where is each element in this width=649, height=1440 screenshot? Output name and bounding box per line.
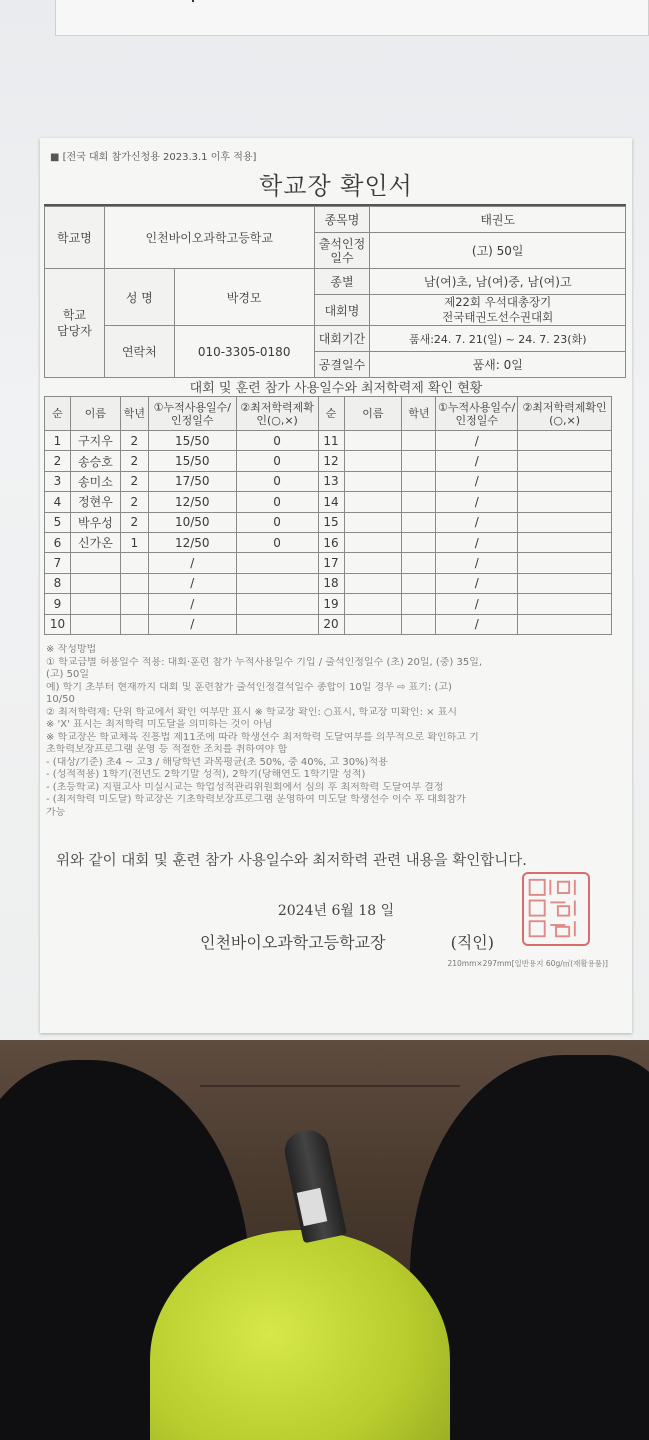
cell-left-no: 1 bbox=[45, 431, 71, 451]
principal-title: 인천바이오과학고등학교장 bbox=[200, 933, 386, 952]
name-label: 성 명 bbox=[104, 269, 174, 326]
cell-left-grade: 2 bbox=[120, 512, 148, 532]
cell-left-grade bbox=[120, 594, 148, 614]
note-line: - (초등학교) 지필고사 미실시교는 학업성적관리위원회에서 심의 후 최저학력 도달여부 결정 bbox=[46, 781, 444, 793]
cell-left-no: 2 bbox=[45, 451, 71, 471]
event-value: 태권도 bbox=[370, 207, 626, 233]
cell-right-grade bbox=[402, 492, 436, 512]
cell-right-days: / bbox=[436, 471, 518, 491]
cell-right-no: 16 bbox=[318, 532, 344, 552]
cell-right-min-academic bbox=[518, 594, 612, 614]
cell-left-min-academic: 0 bbox=[236, 532, 318, 552]
cell-left-min-academic bbox=[236, 614, 318, 634]
cell-right-name bbox=[344, 512, 402, 532]
table-row bbox=[45, 573, 612, 593]
table-row bbox=[45, 614, 612, 634]
contact-value: 010-3305-0180 bbox=[174, 326, 314, 378]
header-no-right: 순 bbox=[318, 397, 344, 431]
cell-left-days: 10/50 bbox=[148, 512, 236, 532]
cell-left-min-academic bbox=[236, 553, 318, 573]
cell-left-name: 박우성 bbox=[70, 512, 120, 532]
event-label: 종목명 bbox=[314, 207, 370, 233]
cell-right-days: / bbox=[436, 431, 518, 451]
cell-left-no: 10 bbox=[45, 614, 71, 634]
cell-right-grade bbox=[402, 471, 436, 491]
issue-date: 2024년 6월 18 일 bbox=[277, 903, 395, 919]
cell-left-grade bbox=[120, 614, 148, 634]
cell-right-no: 12 bbox=[318, 451, 344, 471]
cell-left-min-academic bbox=[236, 573, 318, 593]
table-row bbox=[45, 512, 612, 532]
cell-right-days: / bbox=[436, 573, 518, 593]
cell-right-days: / bbox=[436, 512, 518, 532]
cell-left-grade: 1 bbox=[120, 532, 148, 552]
cell-right-name bbox=[344, 451, 402, 471]
cell-left-no: 7 bbox=[45, 553, 71, 573]
document-paper bbox=[40, 138, 632, 1033]
note-line: 예) 학기 초부터 현재까지 대회 및 훈련참가 출석인정결석일수 총합이 10일 경우 ⇨ 표기: (고) bbox=[46, 681, 452, 693]
cell-right-days: / bbox=[436, 594, 518, 614]
cell-right-name bbox=[344, 532, 402, 552]
cell-left-no: 5 bbox=[45, 512, 71, 532]
period-value: 품새:24. 7. 21(일) ~ 24. 7. 23(화) bbox=[370, 326, 626, 352]
cell-right-grade bbox=[402, 431, 436, 451]
header-days-right: ①누적사용일수/인정일수 bbox=[436, 397, 518, 431]
cell-left-name: 송미소 bbox=[70, 471, 120, 491]
cell-right-grade bbox=[402, 532, 436, 552]
note-line: - (최저학력 미도달) 학교장은 기초학력보장프로그램 운영하여 미도달 학생선수 이수 후 대회참가 bbox=[46, 794, 466, 805]
cell-right-min-academic bbox=[518, 573, 612, 593]
cell-left-name: 구지우 bbox=[70, 431, 120, 451]
category-value: 남(여)초, 남(여)중, 남(여)고 bbox=[370, 269, 626, 295]
school-label: 학교명 bbox=[45, 207, 105, 269]
table-row bbox=[45, 553, 612, 573]
cell-right-name bbox=[344, 492, 402, 512]
cell-left-no: 8 bbox=[45, 573, 71, 593]
cell-left-days: 15/50 bbox=[148, 431, 236, 451]
header-note: ■ [전국 대회 참가신청용 2023.3.1 이후 적용] bbox=[50, 152, 257, 163]
note-line: ① 학교급별 허용일수 적용: 대회·훈련 참가 누적사용일수 기입 / 출석인정일수 (초) 20일, (중) 35일, bbox=[46, 656, 483, 668]
cell-left-name bbox=[70, 553, 120, 573]
note-line: 초학력보장프로그램 운영 등 적절한 조치를 취하여야 함 bbox=[46, 744, 288, 755]
table-row bbox=[45, 431, 612, 451]
cell-left-name: 신가온 bbox=[70, 532, 120, 552]
cell-right-name bbox=[344, 431, 402, 451]
cell-right-grade bbox=[402, 512, 436, 532]
cell-left-min-academic: 0 bbox=[236, 431, 318, 451]
note-line: 가능 bbox=[46, 806, 66, 818]
cell-right-min-academic bbox=[518, 471, 612, 491]
confirmation-statement: 위와 같이 대회 및 훈련 참가 사용일수와 최저학력 관련 내용을 확인합니다. bbox=[56, 853, 527, 869]
header-min-academic: ②최저학력제확인(○,×) bbox=[236, 397, 318, 431]
note-line: ② 최저학력제: 단위 학교에서 확인 여부만 표시 ※ 학교장 확인: ○표시, 학교장 미확인: × 표시 bbox=[46, 706, 458, 718]
cell-left-name bbox=[70, 614, 120, 634]
table-row bbox=[45, 451, 612, 471]
cell-left-days: / bbox=[148, 573, 236, 593]
note-line: - (성적적용) 1학기(전년도 2학기말 성적), 2학기(당해연도 1학기말 성적) bbox=[46, 769, 366, 780]
cell-right-min-academic bbox=[518, 451, 612, 471]
cell-left-name bbox=[70, 594, 120, 614]
table-row bbox=[45, 492, 612, 512]
cell-left-days: 12/50 bbox=[148, 532, 236, 552]
table-row bbox=[45, 471, 612, 491]
cell-left-no: 4 bbox=[45, 492, 71, 512]
cell-left-days: 12/50 bbox=[148, 492, 236, 512]
cell-right-no: 11 bbox=[318, 431, 344, 451]
cell-right-no: 19 bbox=[318, 594, 344, 614]
previous-sheet-edge bbox=[55, 0, 649, 36]
cell-left-no: 9 bbox=[45, 594, 71, 614]
header-min-academic-right: ②최저학력제확인(○,×) bbox=[518, 397, 612, 431]
attendance-label: 출석인정일수 bbox=[314, 233, 370, 269]
cell-right-grade bbox=[402, 614, 436, 634]
header-name-right: 이름 bbox=[344, 397, 402, 431]
cell-right-no: 14 bbox=[318, 492, 344, 512]
cell-right-name bbox=[344, 614, 402, 634]
cell-right-no: 15 bbox=[318, 512, 344, 532]
cell-right-name bbox=[344, 573, 402, 593]
section-title: 대회 및 훈련 참가 사용일수와 최저학력제 확인 현황 bbox=[189, 381, 483, 396]
header-days: ①누적사용일수/인정일수 bbox=[148, 397, 236, 431]
cell-right-name bbox=[344, 553, 402, 573]
info-table bbox=[44, 206, 626, 378]
cell-right-min-academic bbox=[518, 553, 612, 573]
attendance-value: (고) 50일 bbox=[370, 233, 626, 269]
competition-value: 제22회 우석대총장기 전국태권도선수권대회 bbox=[370, 295, 626, 326]
absence-value: 품새: 0일 bbox=[370, 352, 626, 378]
school-name: 인천바이오과학고등학교 bbox=[104, 207, 314, 269]
cell-right-grade bbox=[402, 451, 436, 471]
cell-right-no: 13 bbox=[318, 471, 344, 491]
note-line: ※ 'X' 표시는 최저학력 미도달을 의미하는 것이 아님 bbox=[46, 719, 273, 730]
writing-instructions bbox=[46, 644, 626, 819]
category-label: 종별 bbox=[314, 269, 370, 295]
table-row bbox=[45, 594, 612, 614]
cell-left-grade bbox=[120, 553, 148, 573]
cell-left-grade bbox=[120, 573, 148, 593]
cell-right-days: / bbox=[436, 451, 518, 471]
cell-left-name bbox=[70, 573, 120, 593]
cell-left-days: / bbox=[148, 594, 236, 614]
cell-right-no: 17 bbox=[318, 553, 344, 573]
document-title: 학교장 확인서 bbox=[259, 172, 413, 200]
cell-left-grade: 2 bbox=[120, 492, 148, 512]
cell-left-min-academic: 0 bbox=[236, 451, 318, 471]
cell-right-no: 18 bbox=[318, 573, 344, 593]
cell-right-days: / bbox=[436, 532, 518, 552]
cell-right-grade bbox=[402, 553, 436, 573]
principal-signature-line bbox=[200, 930, 494, 953]
name-value: 박경모 bbox=[174, 269, 314, 326]
cell-right-min-academic bbox=[518, 431, 612, 451]
cell-right-min-academic bbox=[518, 492, 612, 512]
cell-right-grade bbox=[402, 573, 436, 593]
note-line: ※ 작성방법 bbox=[46, 644, 97, 655]
cell-left-grade: 2 bbox=[120, 451, 148, 471]
official-seal bbox=[522, 872, 590, 946]
cell-right-min-academic bbox=[518, 512, 612, 532]
cell-right-days: / bbox=[436, 492, 518, 512]
cell-right-min-academic bbox=[518, 532, 612, 552]
cell-right-days: / bbox=[436, 553, 518, 573]
competition-label: 대회명 bbox=[314, 295, 370, 326]
absence-label: 공결일수 bbox=[314, 352, 370, 378]
header-grade-right: 학년 bbox=[402, 397, 436, 431]
cell-left-days: / bbox=[148, 553, 236, 573]
cell-right-min-academic bbox=[518, 614, 612, 634]
note-line: (고) 50일 bbox=[46, 669, 90, 680]
official-seal-graphic bbox=[524, 874, 588, 944]
cell-left-min-academic: 0 bbox=[236, 471, 318, 491]
cell-left-name: 정현우 bbox=[70, 492, 120, 512]
cell-left-grade: 2 bbox=[120, 471, 148, 491]
header-no: 순 bbox=[45, 397, 71, 431]
cell-left-min-academic: 0 bbox=[236, 492, 318, 512]
teacher-label: 학교 담당자 bbox=[45, 269, 105, 378]
cell-left-days: 17/50 bbox=[148, 471, 236, 491]
header-grade: 학년 bbox=[120, 397, 148, 431]
note-line: ※ 학교장은 학교체육 진흥법 제11조에 따라 학생선수 최저학력 도달여부를 의무적으로 확인하고 기 bbox=[46, 731, 479, 743]
note-line: - (대상/기준) 초4 ~ 고3 / 해당학년 과목평균(초 50%, 중 40%, 고 30%)적용 bbox=[46, 756, 388, 768]
cell-right-name bbox=[344, 594, 402, 614]
cell-left-name: 송승호 bbox=[70, 451, 120, 471]
cell-left-grade: 2 bbox=[120, 431, 148, 451]
seal-label: (직인) bbox=[450, 933, 494, 952]
cell-left-days: / bbox=[148, 614, 236, 634]
period-label: 대회기간 bbox=[314, 326, 370, 352]
cell-left-no: 3 bbox=[45, 471, 71, 491]
cell-right-grade bbox=[402, 594, 436, 614]
table-row bbox=[45, 532, 612, 552]
cell-right-name bbox=[344, 471, 402, 491]
cell-right-no: 20 bbox=[318, 614, 344, 634]
cell-left-days: 15/50 bbox=[148, 451, 236, 471]
header-name: 이름 bbox=[70, 397, 120, 431]
cell-left-min-academic: 0 bbox=[236, 512, 318, 532]
participation-table bbox=[44, 396, 612, 635]
paper-size-note: 210mm×297mm[일반용지 60g/㎡(재활용품)] bbox=[447, 959, 608, 968]
cell-left-min-academic bbox=[236, 594, 318, 614]
floor-seam bbox=[200, 1085, 460, 1087]
contact-label: 연락처 bbox=[104, 326, 174, 378]
cell-left-no: 6 bbox=[45, 532, 71, 552]
cell-right-days: / bbox=[436, 614, 518, 634]
note-line: 10/50 bbox=[46, 694, 75, 705]
table-header-row bbox=[45, 397, 612, 431]
